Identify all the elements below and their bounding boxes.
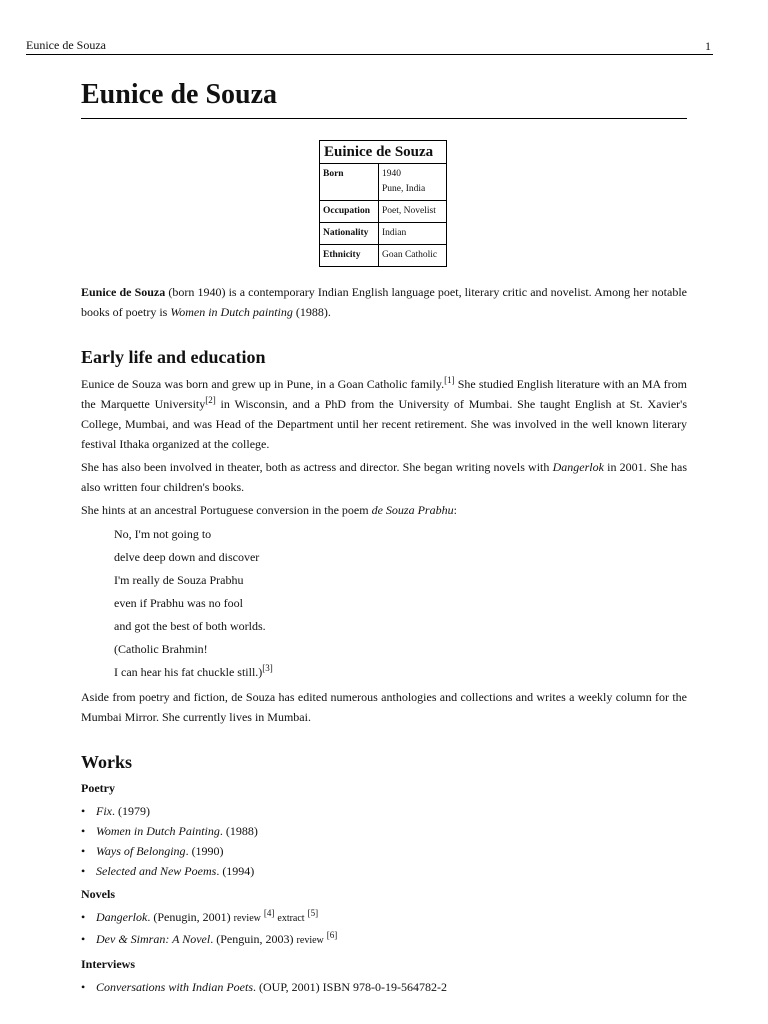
poem-line-last <box>114 661 687 684</box>
work-details: . (1990) <box>185 844 224 858</box>
early-paragraph-2 <box>81 457 687 497</box>
intro-name: Eunice de Souza <box>81 285 166 299</box>
work-title: Dev & Simran: A Novel <box>96 932 211 946</box>
work-title: Ways of Belonging <box>96 844 186 858</box>
poem-line: No, I'm not going to <box>114 527 212 541</box>
poem-line: I'm really de Souza Prabhu <box>114 573 244 587</box>
extract-link[interactable]: extract <box>277 913 305 924</box>
subheading-novels: Novels <box>81 887 115 901</box>
work-details: . (1979) <box>112 804 150 818</box>
early-p2-text-b: in 2001. She has also written four children's books. <box>81 460 687 494</box>
work-details: . (Penguin, 2003) <box>210 932 297 946</box>
dangerlok-title: Dangerlok <box>552 460 604 474</box>
work-details: . (1994) <box>216 864 255 878</box>
infobox-nationality-value: Indian <box>379 223 447 245</box>
list-item <box>81 801 687 821</box>
review-link[interactable]: review <box>296 935 324 946</box>
poem-line: and got the best of both worlds. <box>114 619 266 633</box>
page-title: Eunice de Souza <box>81 78 687 119</box>
work-details: . (OUP, 2001) ISBN 978-0-19-564782-2 <box>253 980 447 994</box>
poem-line: delve deep down and discover <box>114 550 260 564</box>
early-paragraph-1 <box>81 374 687 454</box>
work-details: . (Penugin, 2001) <box>147 910 234 924</box>
article-body <box>81 282 687 1001</box>
reference-3-link[interactable]: [3] <box>262 663 273 673</box>
poem-title: de Souza Prabhu <box>371 503 454 517</box>
section-heading-early-life: Early life and education <box>81 347 266 367</box>
list-item <box>81 861 687 881</box>
intro-paragraph <box>81 282 687 322</box>
intro-text-2: (1988). <box>292 305 331 319</box>
infobox <box>319 140 447 267</box>
infobox-born-label: Born <box>320 164 379 201</box>
page-number: 1 <box>705 39 711 53</box>
infobox-title: Euinice de Souza <box>320 141 447 164</box>
intro-book-title: Women in Dutch painting <box>170 305 293 319</box>
poem-line: (Catholic Brahmin! <box>114 642 208 656</box>
novels-list <box>81 907 687 951</box>
section-heading-works: Works <box>81 752 133 772</box>
poem-line: even if Prabhu was no fool <box>114 596 243 610</box>
early-p3-text-b: : <box>453 503 457 517</box>
infobox-occupation-value: Poet, Novelist <box>379 201 447 223</box>
early-p1-text-c: in Wisconsin, and a PhD from the University of Mumbai. She taught English at St. Xavier's College, Mumbai, and was Head of the Department until her recent retirement. She was involved in the well known literary festival Ithaka organized at the college. <box>81 397 688 451</box>
infobox-nationality-label: Nationality <box>320 223 379 245</box>
early-p2-text-a: She has also been involved in theater, both as actress and director. She began writing novels with <box>81 460 553 474</box>
list-item <box>81 977 687 997</box>
infobox-born-place: Pune, India <box>382 184 426 194</box>
work-title: Women in Dutch Painting <box>96 824 220 838</box>
work-title: Dangerlok <box>96 910 148 924</box>
infobox-occupation-label: Occupation <box>320 201 379 223</box>
work-title: Fix <box>96 804 112 818</box>
early-p3-text-a: She hints at an ancestral Portuguese conversion in the poem <box>81 503 372 517</box>
early-paragraph-3 <box>81 500 687 520</box>
subheading-poetry: Poetry <box>81 781 115 795</box>
infobox-born-value <box>379 164 447 201</box>
header-title: Eunice de Souza <box>26 38 106 52</box>
list-item <box>81 841 687 861</box>
subheading-interviews: Interviews <box>81 957 135 971</box>
work-title: Selected and New Poems <box>96 864 217 878</box>
reference-5-link[interactable]: [5] <box>307 908 319 918</box>
interviews-list <box>81 977 687 997</box>
poetry-list <box>81 801 687 881</box>
infobox-ethnicity-label: Ethnicity <box>320 245 379 267</box>
work-title: Conversations with Indian Poets <box>96 980 253 994</box>
page-header <box>26 38 713 55</box>
early-paragraph-4: Aside from poetry and fiction, de Souza has edited numerous anthologies and collections and writes a weekly column for the Mumbai Mirror. She currently lives in Mumbai. <box>81 690 687 724</box>
list-item <box>81 821 687 841</box>
infobox-ethnicity-value: Goan Catholic <box>379 245 447 267</box>
early-p1-text-a: Eunice de Souza was born and grew up in Pune, in a Goan Catholic family. <box>81 377 445 391</box>
poem-line-text: I can hear his fat chuckle still.) <box>114 665 263 679</box>
reference-6-link[interactable]: [6] <box>326 930 338 940</box>
reference-1-link[interactable]: [1] <box>444 375 455 385</box>
list-item <box>81 929 687 951</box>
reference-4-link[interactable]: [4] <box>263 908 275 918</box>
infobox-born-year: 1940 <box>382 169 401 179</box>
early-p1-text-b: She studied English literature with an MA from the Marquette University <box>81 377 687 411</box>
intro-text-1: (born 1940) is a contemporary Indian English language poet, literary critic and novelist. Among her notable books of poetry is <box>81 285 687 319</box>
work-details: . (1988) <box>219 824 258 838</box>
list-item <box>81 907 687 929</box>
review-link[interactable]: review <box>233 913 261 924</box>
reference-2-link[interactable]: [2] <box>205 395 216 405</box>
poem-block <box>114 523 687 684</box>
